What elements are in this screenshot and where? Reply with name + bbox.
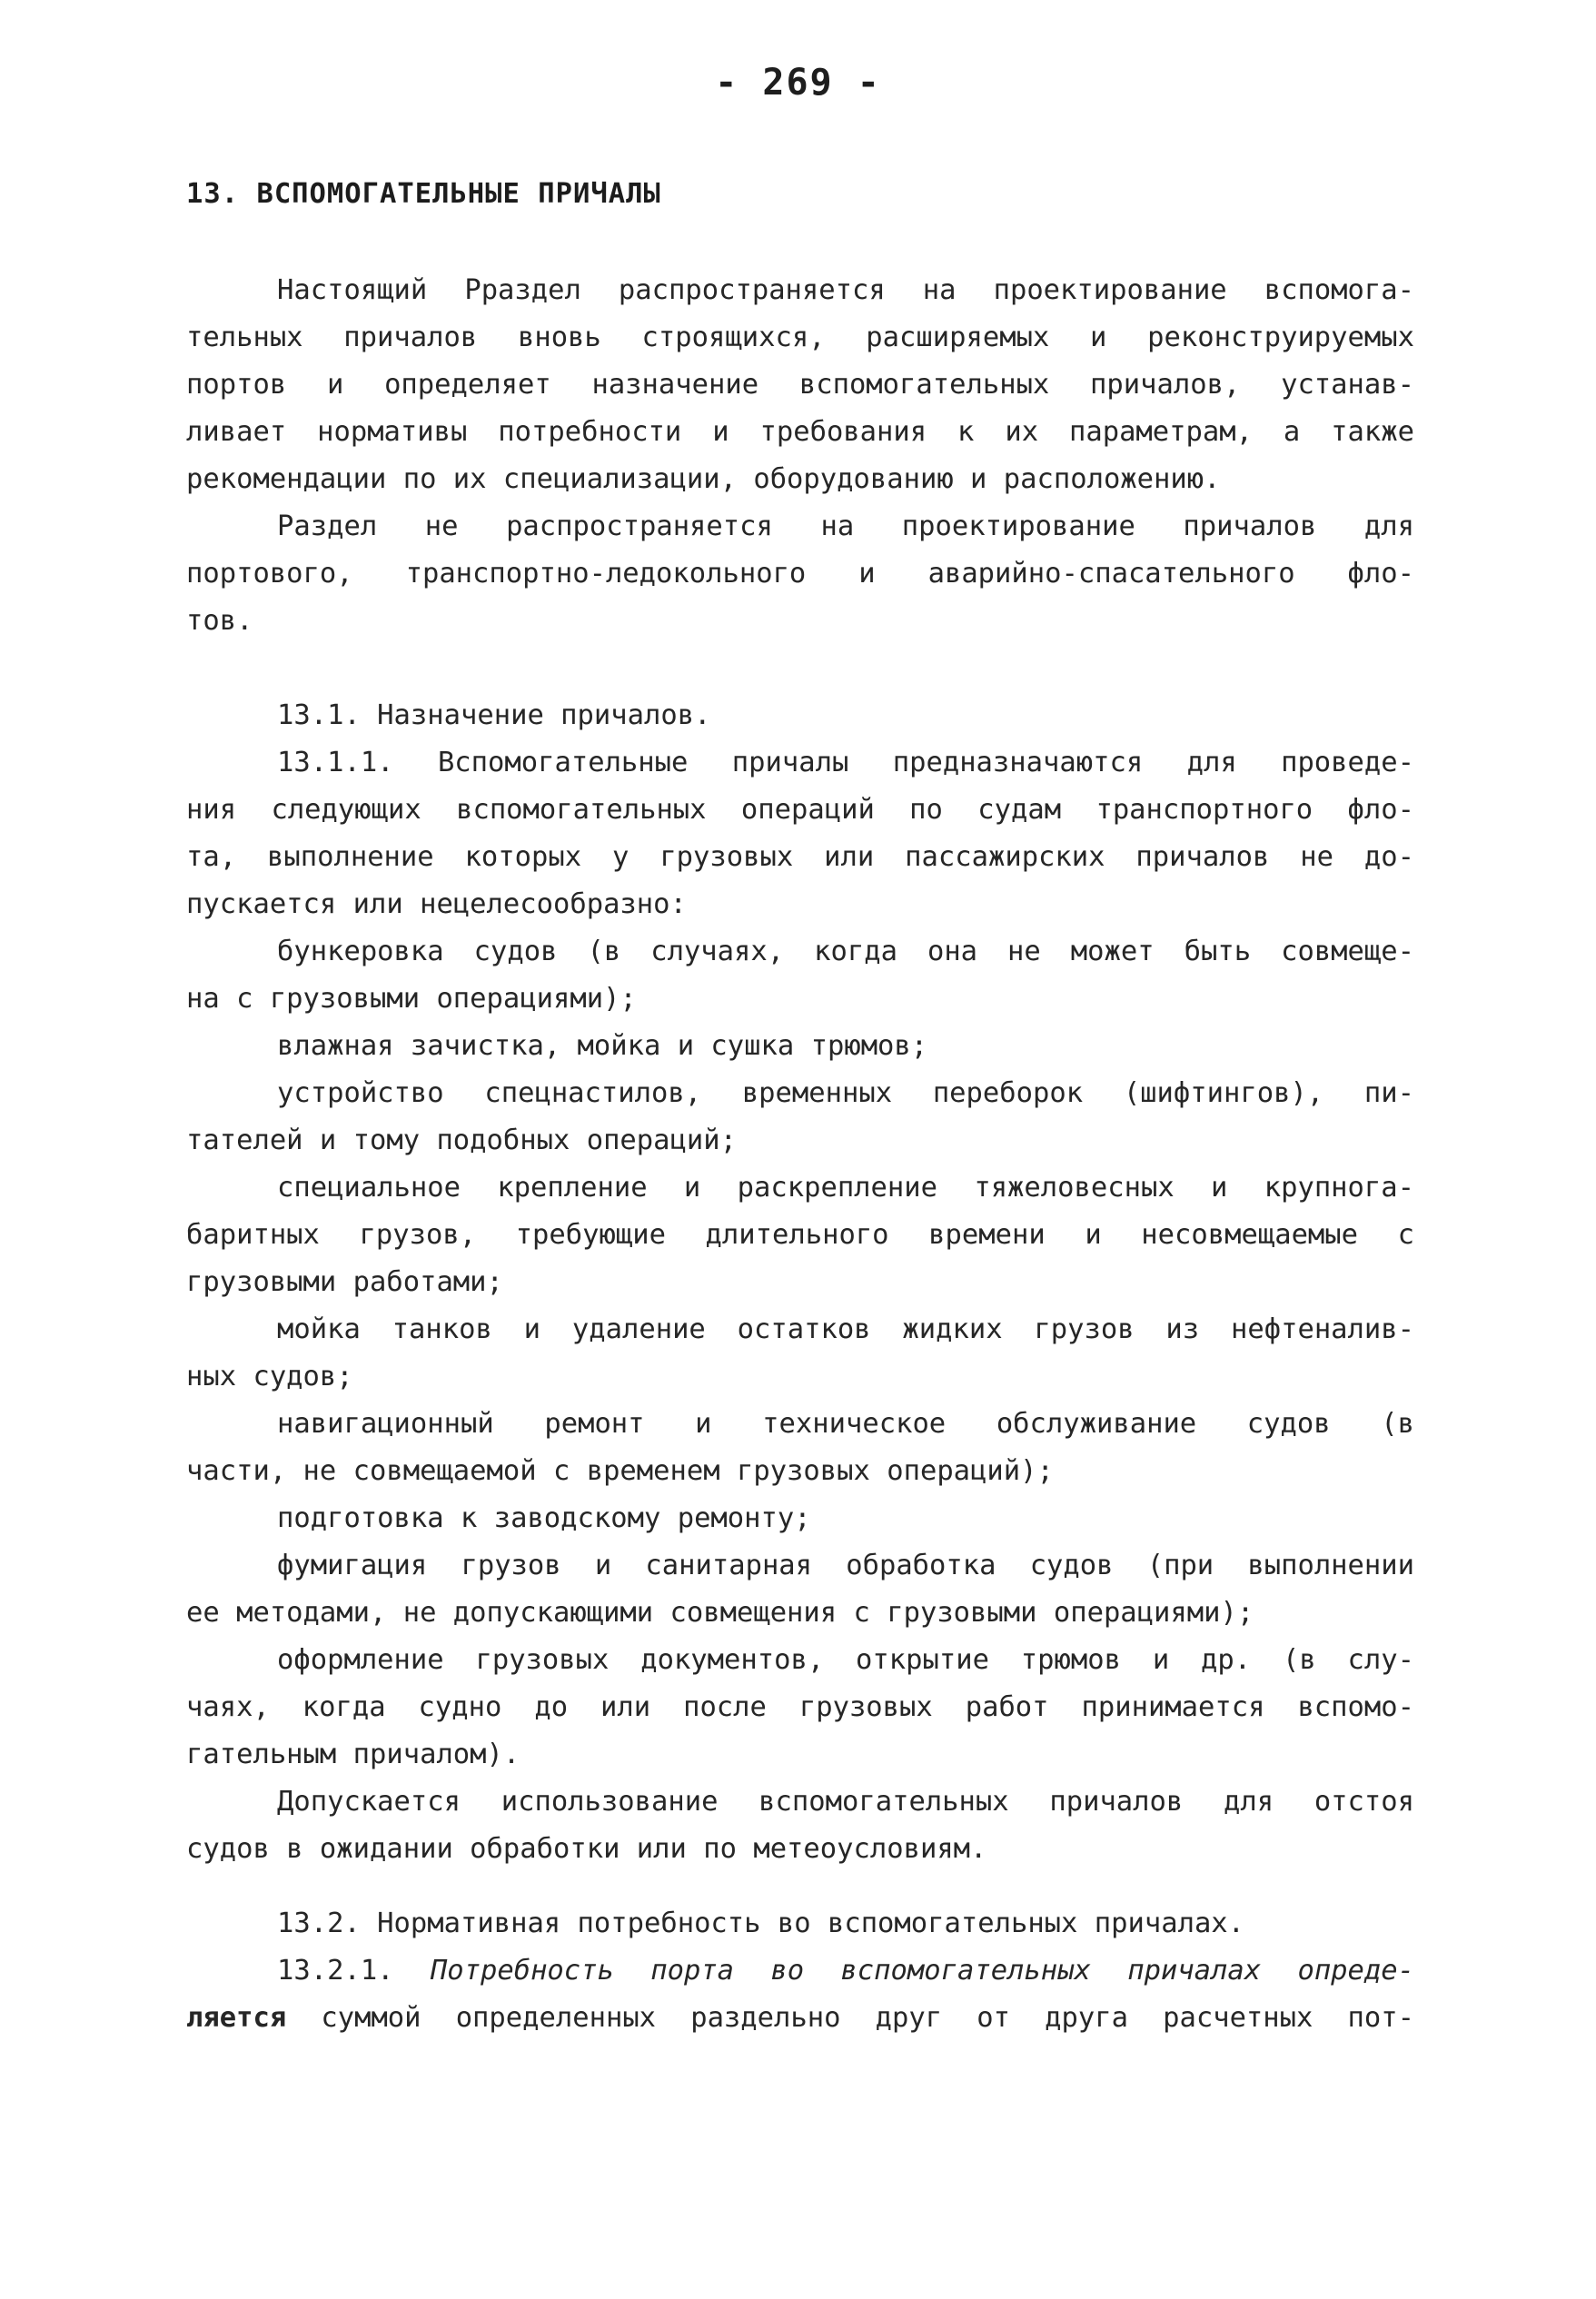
text-line: портов и определяет назначение вспомогательных причалов, устанав- xyxy=(186,369,1414,401)
text-line: та, выполнение которых у грузовых или пассажирских причалов не до- xyxy=(186,841,1414,873)
list-item: специальное крепление и раскрепление тяжеловесных и крупнога- xyxy=(277,1172,1414,1204)
section-title: 13. ВСПОМОГАТЕЛЬНЫЕ ПРИЧАЛЫ xyxy=(186,178,661,210)
list-item: мойка танков и удаление остатков жидких грузов из нефтеналив- xyxy=(277,1313,1414,1345)
clause-number: 13.2.1. xyxy=(277,1955,394,1987)
text-line: тельных причалов вновь строящихся, расширяемых и реконструируемых xyxy=(186,322,1414,353)
text-line: 13.1.1. Вспомогательные причалы предназначаются для проведе- xyxy=(277,747,1414,778)
text-line: Настоящий Рраздел распространяется на проектирование вспомога- xyxy=(277,274,1414,306)
clause-text: Потребность порта во вспомогательных причалах опреде- xyxy=(430,1955,1414,1987)
list-item: устройство спецнастилов, временных переборок (шифтингов), пи- xyxy=(277,1077,1414,1109)
text-line: баритных грузов, требующие длительного времени и несовмещаемые с xyxy=(186,1219,1414,1251)
list-item: подготовка к заводскому ремонту; xyxy=(277,1502,811,1534)
text-line: ливает нормативы потребности и требования к их параметрам, а также xyxy=(186,416,1414,448)
text-line: пускается или нецелесообразно: xyxy=(186,888,687,920)
clause-text: суммой определенных раздельно друг от друга расчетных пот- xyxy=(321,2002,1414,2034)
list-item: навигационный ремонт и техническое обслуживание судов (в xyxy=(277,1408,1414,1440)
text-line: ее методами, не допускающими совмещения с грузовыми операциями); xyxy=(186,1597,1254,1629)
list-item: фумигация грузов и санитарная обработка судов (при выполнении xyxy=(277,1550,1414,1581)
text-line: части, не совмещаемой с временем грузовых операций); xyxy=(186,1455,1054,1487)
text-line: Допускается использование вспомогательных причалов для отстоя xyxy=(277,1786,1414,1818)
text-line xyxy=(186,1995,1414,2042)
text-line: судов в ожидании обработки или по метеоусловиям. xyxy=(186,1833,987,1865)
text-line: гательным причалом). xyxy=(186,1739,520,1770)
list-item: бункеровка судов (в случаях, когда она не может быть совмеще- xyxy=(277,936,1414,967)
text-line: чаях, когда судно до или после грузовых работ принимается вспомо- xyxy=(186,1691,1414,1723)
subsection-title: 13.2. Нормативная потребность во вспомогательных причалах. xyxy=(277,1908,1245,1939)
list-item: влажная зачистка, мойка и сушка трюмов; xyxy=(277,1030,928,1062)
text-line: ных судов; xyxy=(186,1361,353,1392)
text-line: грузовыми работами; xyxy=(186,1266,503,1298)
text-line xyxy=(186,1947,1414,1995)
text-line: тателей и тому подобных операций; xyxy=(186,1125,737,1156)
text-line: Раздел не распространяется на проектирование причалов для xyxy=(277,510,1414,542)
list-item: оформление грузовых документов, открытие трюмов и др. (в слу- xyxy=(277,1644,1414,1676)
subsection-title: 13.1. Назначение причалов. xyxy=(277,699,711,731)
emphasized-word: ляется xyxy=(186,2002,287,2034)
intro-paragraph xyxy=(186,267,1414,645)
subsection-2 xyxy=(186,1900,1414,2042)
subsection-1 xyxy=(186,692,1414,1873)
section-heading-block xyxy=(186,171,1414,218)
text-line: рекомендации по их специализации, оборудованию и расположению. xyxy=(186,463,1221,495)
text-line: портового, транспортно-ледокольного и аварийно-спасательного фло- xyxy=(186,558,1414,590)
page-number: - 269 - xyxy=(715,62,881,104)
text-line: тов. xyxy=(186,605,253,637)
text-line: на с грузовыми операциями); xyxy=(186,983,637,1015)
text-line: ния следующих вспомогательных операций по судам транспортного фло- xyxy=(186,794,1414,826)
